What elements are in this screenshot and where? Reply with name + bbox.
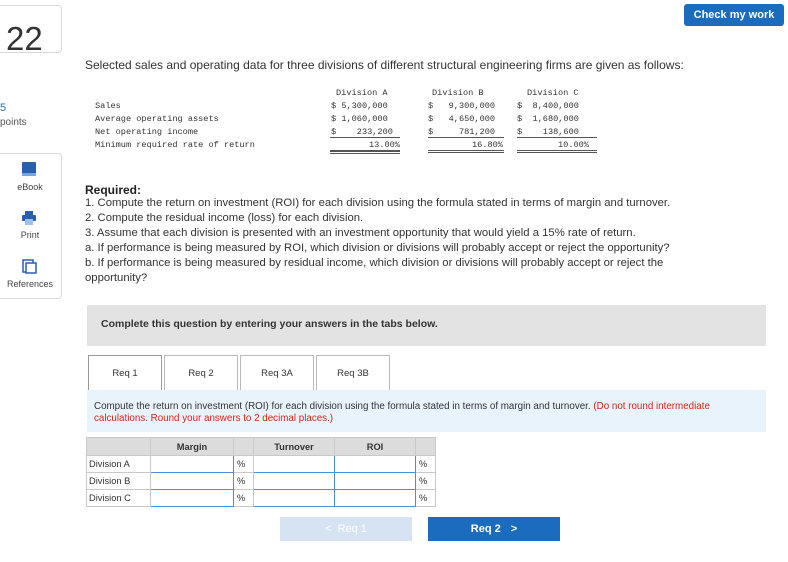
header-pct-blank [234,438,254,456]
margin-pct-division-b: % [234,473,254,490]
noi-division-c: $ 138,600 [517,127,579,137]
margin-input-division-c[interactable] [151,490,234,507]
roi-input-division-c[interactable] [335,490,416,507]
rate-division-c: 10.00% [558,140,589,150]
col-header-division-a: Division A [336,88,388,98]
row-label-net-operating-income: Net operating income [95,127,199,137]
required-title: Required: [85,183,142,197]
margin-pct-division-a: % [234,456,254,473]
printer-icon[interactable] [20,209,38,227]
row-label-minimum-required-rate: Minimum required rate of return [95,140,255,150]
book-icon[interactable] [20,160,38,178]
col-header-division-c: Division C [527,88,579,98]
turnover-input-division-a[interactable] [254,456,335,473]
table-row [87,490,436,507]
answer-table [86,437,436,507]
sales-division-a: $ 5,300,000 [331,101,388,111]
required-line-1: 1. Compute the return on investment (ROI) for each division using the formula stated in terms of margin and turnover. [85,197,671,209]
margin-input-division-b[interactable] [151,473,234,490]
underline-division-a [330,137,400,138]
answer-table-header [87,438,436,456]
references-icon[interactable] [20,257,38,275]
required-line-3: 3. Assume that each division is presented with an investment opportunity that would yield a 15% rate of return. [85,227,636,239]
question-number: 22 [6,20,43,57]
assets-division-c: $ 1,680,000 [517,114,579,124]
sales-division-c: $ 8,400,000 [517,101,579,111]
header-blank [87,438,151,456]
table-row [87,456,436,473]
instruction-main: Compute the return on investment (ROI) for each division using the formula stated in terms of margin and turnover. [94,401,591,412]
table-row [87,473,436,490]
prev-req-button[interactable] [280,517,412,541]
instruction-text [94,401,760,425]
required-line-3a: a. If performance is being measured by ROI, which division or divisions will probably accept or reject the opportunity? [85,242,670,254]
noi-division-b: $ 781,200 [428,127,496,137]
header-margin: Margin [151,438,234,456]
chevron-left-icon: < [325,523,332,535]
tab-req-1[interactable]: Req 1 [88,355,162,390]
margin-input-division-a[interactable] [151,456,234,473]
instruction-note: (Do not round intermediate calculations. Round your answers to 2 decimal places.) [94,401,710,424]
double-underline-division-c [517,150,597,153]
row-label-sales: Sales [95,101,121,111]
prev-req-label: Req 1 [337,523,367,535]
noi-division-a: $ 233,200 [331,127,393,137]
tab-req-3b[interactable]: Req 3B [316,355,390,390]
sidebar-item-print[interactable]: Print [20,230,40,240]
intro-text: Selected sales and operating data for three divisions of different structural engineering firms are given as follows: [85,58,684,72]
turnover-input-division-b[interactable] [254,473,335,490]
header-turnover: Turnover [254,438,335,456]
row-label-average-operating-assets: Average operating assets [95,114,219,124]
col-header-division-b: Division B [432,88,484,98]
underline-division-c [517,137,597,138]
sidebar-item-ebook[interactable]: eBook [17,182,43,192]
margin-pct-division-c: % [234,490,254,507]
required-line-3b: b. If performance is being measured by residual income, which division or divisions will probably accept or reject the [85,257,664,269]
points-label: points [0,117,27,128]
row-label-division-a: Division A [87,456,151,473]
header-roi-pct-blank [416,438,436,456]
points-value: 5 [0,102,7,114]
roi-input-division-b[interactable] [335,473,416,490]
sidebar-item-references[interactable]: References [6,279,54,289]
rate-division-b: 16.80% [472,140,503,150]
underline-division-b [428,137,504,138]
roi-pct-division-c: % [416,490,436,507]
required-line-2: 2. Compute the residual income (loss) for each division. [85,212,364,224]
header-roi: ROI [335,438,416,456]
next-req-button[interactable] [428,517,560,541]
row-label-division-c: Division C [87,490,151,507]
chevron-right-icon: > [510,523,518,535]
roi-pct-division-a: % [416,456,436,473]
tab-req-3a[interactable]: Req 3A [240,355,314,390]
turnover-input-division-c[interactable] [254,490,335,507]
check-my-work-button[interactable]: Check my work [684,4,784,26]
double-underline-division-a [330,150,400,154]
sales-division-b: $ 9,300,000 [428,101,496,111]
double-underline-division-b [428,150,504,153]
next-req-label: Req 2 [470,523,501,535]
row-label-division-b: Division B [87,473,151,490]
required-line-3b-cont: opportunity? [85,272,148,284]
tab-req-2[interactable]: Req 2 [164,355,238,390]
assets-division-b: $ 4,650,000 [428,114,496,124]
assets-division-a: $ 1,060,000 [331,114,388,124]
rate-division-a: 13.00% [369,140,400,150]
complete-question-text: Complete this question by entering your answers in the tabs below. [101,318,438,330]
roi-pct-division-b: % [416,473,436,490]
roi-input-division-a[interactable] [335,456,416,473]
